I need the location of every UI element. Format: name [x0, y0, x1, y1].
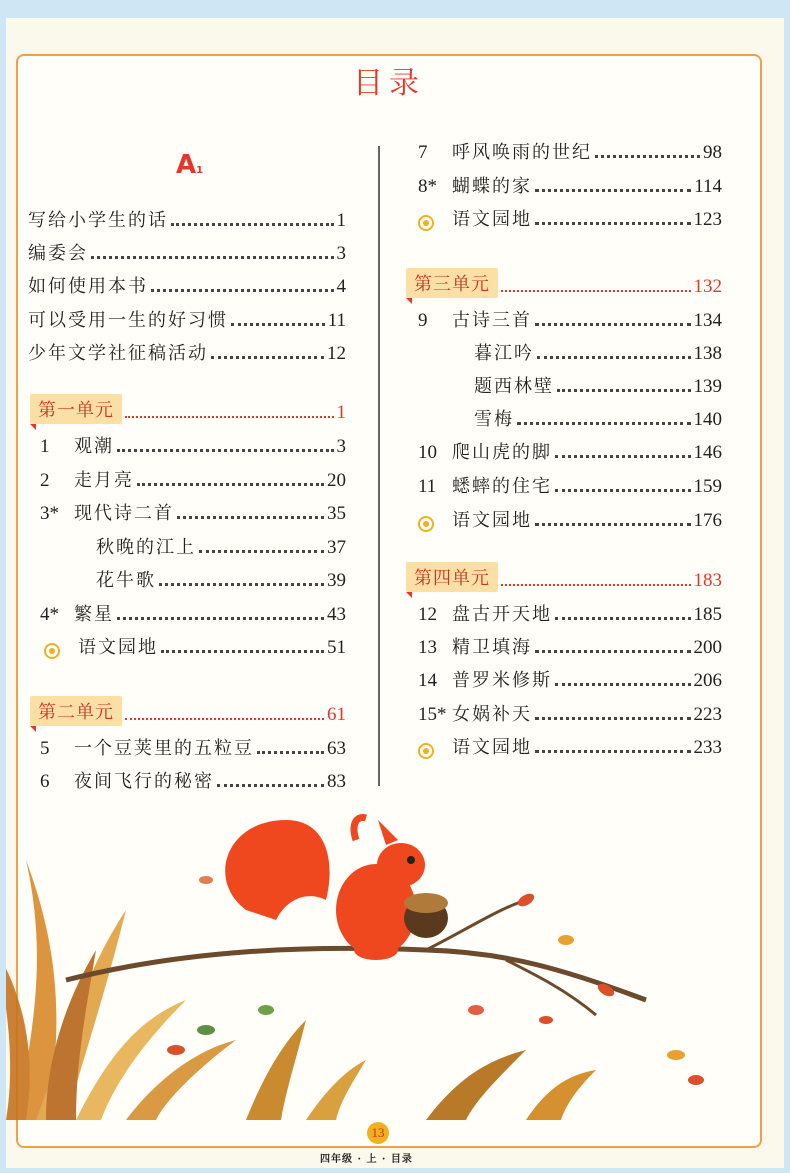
unit-page: 1: [336, 402, 346, 423]
leader-dots: [217, 784, 324, 787]
page-title: 目录: [353, 66, 425, 101]
toc-row[interactable]: [418, 666, 722, 692]
leader-dots: [557, 389, 691, 392]
toc-label: 爬山虎的脚: [452, 442, 552, 463]
leader-dots: [161, 650, 324, 653]
toc-page: 12: [327, 343, 346, 364]
column-divider: [378, 146, 380, 786]
lesson-number: 11: [418, 476, 437, 497]
toc-label: 少年文学社征稿活动: [28, 343, 208, 364]
lesson-number: 10: [418, 442, 437, 463]
toc-row[interactable]: [418, 633, 722, 659]
unit-header-3[interactable]: [406, 272, 722, 298]
leader-dots: [151, 289, 334, 292]
unit-label: 第二单元: [30, 696, 122, 726]
toc-label: 如何使用本书: [28, 276, 148, 297]
circle-target-icon: [418, 215, 434, 231]
toc-label: 普罗米修斯: [452, 670, 552, 691]
unit-page: 132: [693, 276, 722, 297]
toc-page: 185: [693, 604, 722, 625]
leader-dots: [517, 422, 691, 425]
leader-dots: [555, 455, 691, 458]
autumn-grass: [6, 860, 236, 1120]
toc-label: 蟋蟀的住宅: [452, 476, 552, 497]
leader-dots: [501, 584, 691, 586]
toc-page: 134: [693, 310, 722, 331]
toc-page: 223: [693, 704, 722, 725]
toc-page: 43: [327, 604, 346, 625]
toc-label: 语文园地: [452, 737, 532, 758]
lesson-number: 12: [418, 604, 437, 625]
leader-dots: [117, 449, 334, 452]
leader-dots: [555, 489, 691, 492]
toc-row[interactable]: [418, 138, 722, 164]
leader-dots: [117, 617, 324, 620]
leader-dots: [595, 155, 700, 158]
leader-dots: [199, 550, 324, 553]
lesson-number: 8*: [418, 176, 437, 197]
toc-row[interactable]: [44, 633, 346, 659]
lesson-number: 1: [40, 436, 50, 457]
toc-page: 51: [327, 637, 346, 658]
toc-label: 繁星: [74, 604, 114, 625]
circle-target-icon: [418, 516, 434, 532]
lesson-number: 6: [40, 771, 50, 792]
toc-page: 138: [693, 343, 722, 364]
leader-dots: [535, 717, 691, 720]
toc-row[interactable]: [40, 734, 346, 760]
section-mark: [176, 150, 203, 180]
toc-row[interactable]: [28, 239, 346, 265]
toc-page: 1: [336, 210, 346, 231]
toc-subrow[interactable]: [474, 405, 722, 431]
toc-row[interactable]: [418, 506, 722, 532]
toc-page: 146: [693, 442, 722, 463]
circle-target-icon: [44, 643, 60, 659]
page-footer: 四年级 · 上 · 目录: [320, 1154, 413, 1165]
leader-dots: [535, 189, 691, 192]
toc-label: 蝴蝶的家: [452, 176, 532, 197]
toc-label: 盘古开天地: [452, 604, 552, 625]
toc-page: 39: [327, 570, 346, 591]
leader-dots: [535, 222, 691, 225]
section-letter: A: [176, 150, 197, 180]
toc-label: 暮江吟: [474, 343, 534, 364]
toc-row[interactable]: [418, 472, 722, 498]
leader-dots: [125, 718, 324, 720]
toc-label: 一个豆荚里的五粒豆: [74, 738, 254, 759]
toc-label: 语文园地: [452, 510, 532, 531]
toc-page: 159: [693, 476, 722, 497]
toc-page: 83: [327, 771, 346, 792]
toc-page: 114: [694, 176, 722, 197]
toc-label: 走月亮: [74, 470, 134, 491]
leader-dots: [91, 256, 334, 259]
toc-row[interactable]: [40, 432, 346, 458]
leader-dots: [171, 223, 334, 226]
toc-page: 3: [336, 243, 346, 264]
toc-row[interactable]: [418, 600, 722, 626]
toc-row[interactable]: [40, 466, 346, 492]
toc-label: 秋晚的江上: [96, 537, 196, 558]
toc-page: 233: [693, 737, 722, 758]
toc-page: 200: [693, 637, 722, 658]
toc-row[interactable]: [40, 499, 346, 525]
toc-row[interactable]: [40, 600, 346, 626]
toc-label: 古诗三首: [452, 310, 532, 331]
toc-page: 4: [336, 276, 346, 297]
leader-dots: [231, 323, 325, 326]
leader-dots: [535, 750, 691, 753]
lesson-number: 3*: [40, 503, 59, 524]
toc-row[interactable]: [28, 272, 346, 298]
toc-label: 观潮: [74, 436, 114, 457]
toc-row[interactable]: [28, 306, 346, 332]
unit-label: 第四单元: [406, 562, 498, 592]
unit-page: 61: [327, 704, 346, 725]
toc-row[interactable]: [418, 700, 722, 726]
toc-page: 20: [327, 470, 346, 491]
leader-dots: [125, 416, 334, 418]
toc-page: 206: [693, 670, 722, 691]
toc-label: 精卫填海: [452, 637, 532, 658]
unit-label: 第一单元: [30, 394, 122, 424]
unit-header-4[interactable]: [406, 566, 722, 592]
toc-row[interactable]: [40, 767, 346, 793]
toc-page: 139: [693, 376, 722, 397]
leader-dots: [555, 617, 691, 620]
unit-header-2[interactable]: [30, 700, 346, 726]
leader-dots: [535, 650, 691, 653]
toc-label: 语文园地: [78, 637, 158, 658]
toc-page: 176: [693, 510, 722, 531]
leader-dots: [257, 751, 324, 754]
toc-label: 语文园地: [452, 209, 532, 230]
leader-dots: [177, 516, 324, 519]
toc-label: 题西林壁: [474, 376, 554, 397]
section-sub: 1: [196, 165, 204, 176]
branch: [66, 948, 646, 1000]
toc-label: 可以受用一生的好习惯: [28, 310, 228, 331]
toc-label: 写给小学生的话: [28, 210, 168, 231]
toc-subrow[interactable]: [474, 339, 722, 365]
lesson-number: 9: [418, 310, 428, 331]
leader-dots: [555, 683, 691, 686]
toc-subrow[interactable]: [96, 533, 346, 559]
toc-label: 花牛歌: [96, 570, 156, 591]
squirrel-illustration: [6, 800, 746, 1120]
toc-page: 3: [336, 436, 346, 457]
leader-dots: [137, 483, 324, 486]
toc-page: 37: [327, 537, 346, 558]
leader-dots: [211, 356, 324, 359]
toc-label: 呼风唤雨的世纪: [452, 142, 592, 163]
squirrel: [225, 817, 448, 960]
leader-dots: [535, 523, 691, 526]
leader-dots: [535, 323, 691, 326]
toc-label: 夜间飞行的秘密: [74, 771, 214, 792]
leader-dots: [537, 356, 691, 359]
circle-target-icon: [418, 743, 434, 759]
unit-header-1[interactable]: [30, 398, 346, 424]
lesson-number: 4*: [40, 604, 59, 625]
page-number-badge: 13: [367, 1122, 389, 1144]
toc-label: 雪梅: [474, 409, 514, 430]
toc-row[interactable]: [418, 438, 722, 464]
toc-row[interactable]: [418, 172, 722, 198]
toc-page: 11: [327, 310, 346, 331]
toc-label: 女娲补天: [452, 704, 532, 725]
lesson-number: 5: [40, 738, 50, 759]
toc-page: 123: [693, 209, 722, 230]
unit-page: 183: [693, 570, 722, 591]
toc-page: 140: [693, 409, 722, 430]
toc-row[interactable]: [28, 339, 346, 365]
lesson-number: 13: [418, 637, 437, 658]
lesson-number: 2: [40, 470, 50, 491]
toc-label: 现代诗二首: [74, 503, 174, 524]
toc-row[interactable]: [418, 205, 722, 231]
toc-label: 编委会: [28, 243, 88, 264]
toc-row[interactable]: [418, 306, 722, 332]
toc-page: 98: [703, 142, 722, 163]
leader-dots: [159, 583, 324, 586]
toc-subrow[interactable]: [96, 566, 346, 592]
toc-page: 35: [327, 503, 346, 524]
lesson-number: 14: [418, 670, 437, 691]
toc-row[interactable]: [418, 733, 722, 759]
toc-row[interactable]: [28, 206, 346, 232]
toc-subrow[interactable]: [474, 372, 722, 398]
toc-page: 63: [327, 738, 346, 759]
lesson-number: 15*: [418, 704, 447, 725]
lesson-number: 7: [418, 142, 428, 163]
unit-label: 第三单元: [406, 268, 498, 298]
foreground-grass: [246, 1020, 596, 1120]
leader-dots: [501, 290, 691, 292]
